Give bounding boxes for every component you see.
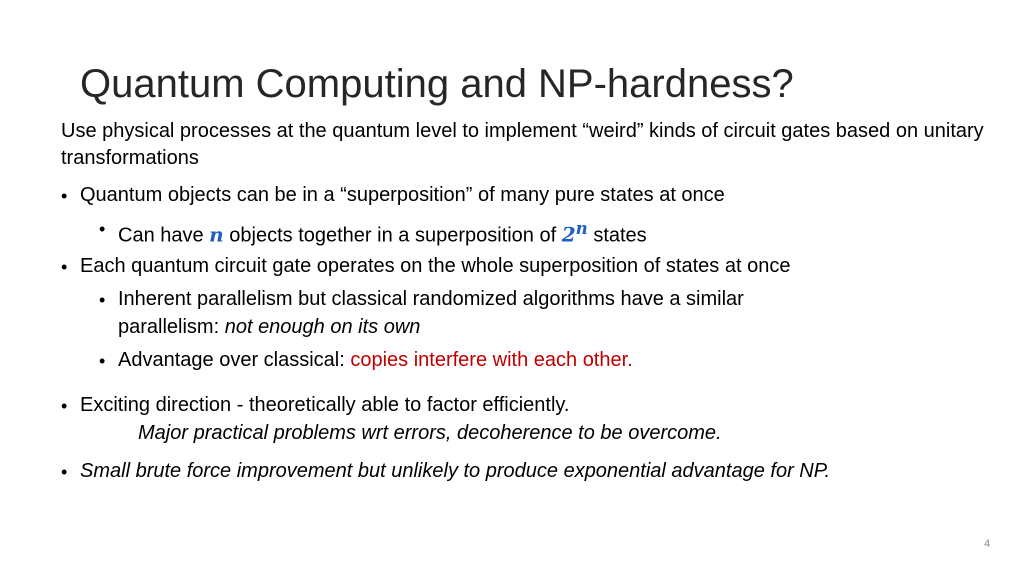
- bullet-superposition: Quantum objects can be in a “superposition” of many pure states at once: [80, 184, 725, 206]
- bullet-exciting-direction: Exciting direction - theoretically able to factor efficiently.: [80, 394, 570, 416]
- bullet-marker: •: [61, 396, 68, 416]
- parallelism-emphasis: not enough on its own: [224, 316, 421, 338]
- power-exponent: n: [575, 218, 588, 238]
- bullet-circuit-gate: Each quantum circuit gate operates on the whole superposition of states at once: [80, 255, 791, 277]
- text-middle: objects together in a superposition of: [223, 224, 562, 247]
- advantage-label: Advantage over classical:: [118, 349, 351, 371]
- bullet-practical-problems-note: Major practical problems wrt errors, decoherence to be overcome.: [138, 422, 722, 444]
- intro-paragraph: Use physical processes at the quantum level to implement “weird” kinds of circuit gates based on unitary transformations: [61, 120, 984, 169]
- bullet-marker: •: [61, 257, 68, 277]
- parallelism-label: parallelism:: [118, 316, 225, 338]
- power-base: 2: [561, 222, 576, 247]
- sub-bullet-marker: •: [99, 290, 106, 310]
- text-before-n: Can have: [118, 224, 210, 247]
- advantage-highlight: copies interfere with each other.: [350, 349, 633, 371]
- bullet-marker: •: [61, 186, 68, 206]
- sub-bullet-parallelism-line2: [118, 314, 420, 341]
- text-after: states: [587, 224, 647, 247]
- sub-bullet-marker: •: [99, 219, 106, 239]
- sub-bullet-marker: •: [99, 351, 106, 371]
- sub-bullet-advantage: [118, 347, 633, 374]
- bullet-marker: •: [61, 462, 68, 482]
- sub-bullet-parallelism-line1: Inherent parallelism but classical randomized algorithms have a similar: [118, 288, 744, 310]
- variable-n: n: [209, 222, 224, 247]
- page-number: 4: [984, 538, 991, 550]
- bullet-brute-force: Small brute force improvement but unlikely to produce exponential advantage for NP.: [80, 460, 831, 482]
- sub-bullet-n-objects: [118, 215, 647, 250]
- slide-title: Quantum Computing and NP-hardness?: [80, 62, 794, 106]
